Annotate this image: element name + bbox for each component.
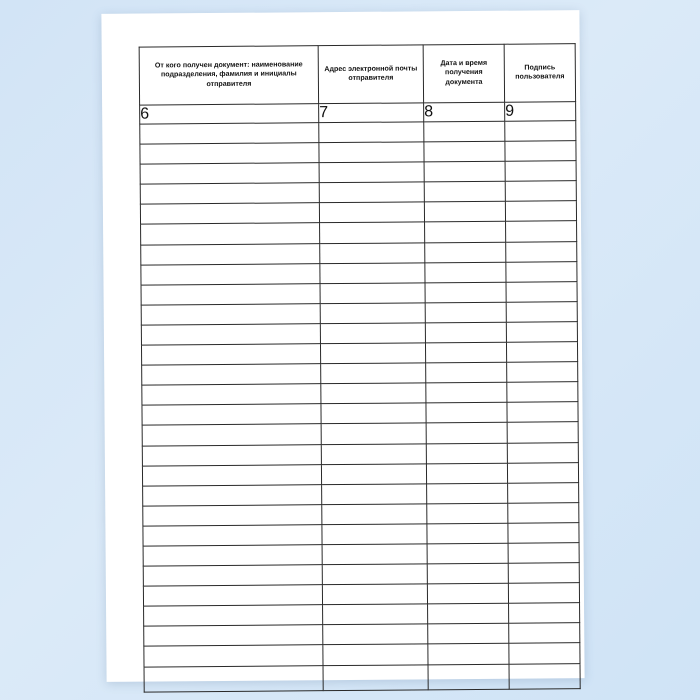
table-cell[interactable] (143, 565, 322, 586)
table-cell[interactable] (323, 604, 428, 625)
table-cell[interactable] (319, 202, 424, 223)
table-cell[interactable] (321, 463, 426, 484)
column-number-7: 7 (319, 103, 424, 123)
table-cell[interactable] (509, 603, 580, 624)
table-body (140, 121, 580, 692)
table-cell[interactable] (507, 402, 578, 423)
table-cell[interactable] (320, 263, 425, 284)
table-cell[interactable] (143, 504, 322, 525)
table-cell[interactable] (507, 462, 578, 483)
table-cell[interactable] (319, 122, 424, 143)
table-cell[interactable] (424, 141, 505, 162)
table-cell[interactable] (321, 363, 426, 384)
table-cell[interactable] (141, 263, 320, 284)
table-cell[interactable] (426, 403, 507, 424)
column-header-sender: От кого получен документ: наименование подразделения, фамилия и инициалы отправителя (139, 46, 318, 105)
table-cell[interactable] (322, 544, 427, 565)
table-cell[interactable] (426, 423, 507, 444)
column-header-signature: Подпись пользователя (504, 44, 575, 103)
table-cell[interactable] (507, 422, 578, 443)
table-cell[interactable] (320, 283, 425, 304)
table-cell[interactable] (425, 222, 506, 243)
table-cell[interactable] (507, 442, 578, 463)
table-cell[interactable] (141, 223, 320, 244)
table-cell[interactable] (143, 525, 322, 546)
column-header-email: Адрес электронной почты отправителя (318, 45, 423, 104)
table-cell[interactable] (506, 302, 577, 323)
table-row[interactable] (144, 663, 580, 691)
table-cell[interactable] (509, 643, 580, 664)
table-cell[interactable] (322, 504, 427, 525)
table-cell[interactable] (142, 444, 321, 465)
table-cell[interactable] (142, 404, 321, 425)
table-cell[interactable] (322, 484, 427, 505)
table-cell[interactable] (141, 344, 320, 365)
table-cell[interactable] (425, 342, 506, 363)
table-cell[interactable] (426, 362, 507, 383)
table-cell[interactable] (509, 623, 580, 644)
table-cell[interactable] (425, 322, 506, 343)
table-cell[interactable] (141, 304, 320, 325)
table-cell[interactable] (144, 665, 323, 691)
table-cell[interactable] (506, 322, 577, 343)
table-header (139, 44, 576, 124)
table-cell[interactable] (506, 342, 577, 363)
table-cell[interactable] (142, 384, 321, 405)
table-cell[interactable] (141, 283, 320, 304)
table-cell[interactable] (506, 221, 577, 242)
table-cell[interactable] (508, 563, 579, 584)
table-cell[interactable] (320, 303, 425, 324)
table-cell[interactable] (322, 564, 427, 585)
table-cell[interactable] (141, 324, 320, 345)
table-cell[interactable] (426, 443, 507, 464)
table-cell[interactable] (323, 644, 428, 665)
table-cell[interactable] (508, 482, 579, 503)
table-cell[interactable] (424, 161, 505, 182)
table-container (139, 43, 565, 692)
header-row (139, 44, 575, 105)
table-cell[interactable] (322, 584, 427, 605)
table-cell[interactable] (321, 423, 426, 444)
table-cell[interactable] (323, 664, 428, 690)
table-cell[interactable] (508, 523, 579, 544)
table-cell[interactable] (140, 143, 319, 164)
table-cell[interactable] (142, 464, 321, 485)
table-cell[interactable] (508, 583, 579, 604)
table-cell[interactable] (508, 502, 579, 523)
table-cell[interactable] (320, 222, 425, 243)
table-cell[interactable] (321, 443, 426, 464)
table-cell[interactable] (319, 182, 424, 203)
table-cell[interactable] (140, 183, 319, 204)
table-cell[interactable] (321, 383, 426, 404)
table-cell[interactable] (427, 483, 508, 504)
table-cell[interactable] (140, 163, 319, 184)
column-number-6: 6 (140, 104, 319, 124)
table-cell[interactable] (322, 524, 427, 545)
table-cell[interactable] (426, 382, 507, 403)
table-cell[interactable] (507, 382, 578, 403)
table-cell[interactable] (505, 181, 576, 202)
table-cell[interactable] (506, 241, 577, 262)
table-cell[interactable] (427, 523, 508, 544)
table-cell[interactable] (319, 162, 424, 183)
table-cell[interactable] (428, 624, 509, 645)
table-cell[interactable] (320, 323, 425, 344)
table-cell[interactable] (140, 123, 319, 144)
table-cell[interactable] (505, 161, 576, 182)
table-cell[interactable] (424, 202, 505, 223)
journal-table (139, 43, 581, 692)
table-cell[interactable] (144, 645, 323, 666)
table-cell[interactable] (142, 364, 321, 385)
table-cell[interactable] (144, 625, 323, 646)
table-cell[interactable] (323, 624, 428, 645)
paper-sheet (101, 10, 584, 682)
table-cell[interactable] (424, 182, 505, 203)
table-cell[interactable] (321, 403, 426, 424)
column-number-9: 9 (505, 102, 576, 122)
table-cell[interactable] (509, 663, 580, 689)
table-cell[interactable] (428, 644, 509, 665)
table-cell[interactable] (319, 142, 424, 163)
table-cell[interactable] (505, 121, 576, 142)
table-cell[interactable] (427, 503, 508, 524)
table-cell[interactable] (143, 484, 322, 505)
table-cell[interactable] (140, 203, 319, 224)
table-cell[interactable] (425, 242, 506, 263)
table-cell[interactable] (424, 121, 505, 142)
table-cell[interactable] (427, 583, 508, 604)
table-cell[interactable] (427, 563, 508, 584)
column-number-8: 8 (424, 102, 505, 122)
table-cell[interactable] (143, 545, 322, 566)
table-cell[interactable] (426, 463, 507, 484)
table-cell[interactable] (141, 243, 320, 264)
column-header-datetime: Дата и время получения документа (423, 44, 504, 103)
table-cell[interactable] (320, 343, 425, 364)
table-cell[interactable] (427, 543, 508, 564)
table-cell[interactable] (505, 141, 576, 162)
table-cell[interactable] (428, 664, 509, 690)
table-cell[interactable] (508, 543, 579, 564)
table-cell[interactable] (320, 242, 425, 263)
table-cell[interactable] (428, 603, 509, 624)
table-cell[interactable] (425, 302, 506, 323)
table-cell[interactable] (506, 261, 577, 282)
table-cell[interactable] (143, 585, 322, 606)
table-cell[interactable] (506, 281, 577, 302)
table-cell[interactable] (144, 605, 323, 626)
table-cell[interactable] (505, 201, 576, 222)
table-cell[interactable] (507, 362, 578, 383)
table-cell[interactable] (425, 262, 506, 283)
table-cell[interactable] (142, 424, 321, 445)
table-cell[interactable] (425, 282, 506, 303)
